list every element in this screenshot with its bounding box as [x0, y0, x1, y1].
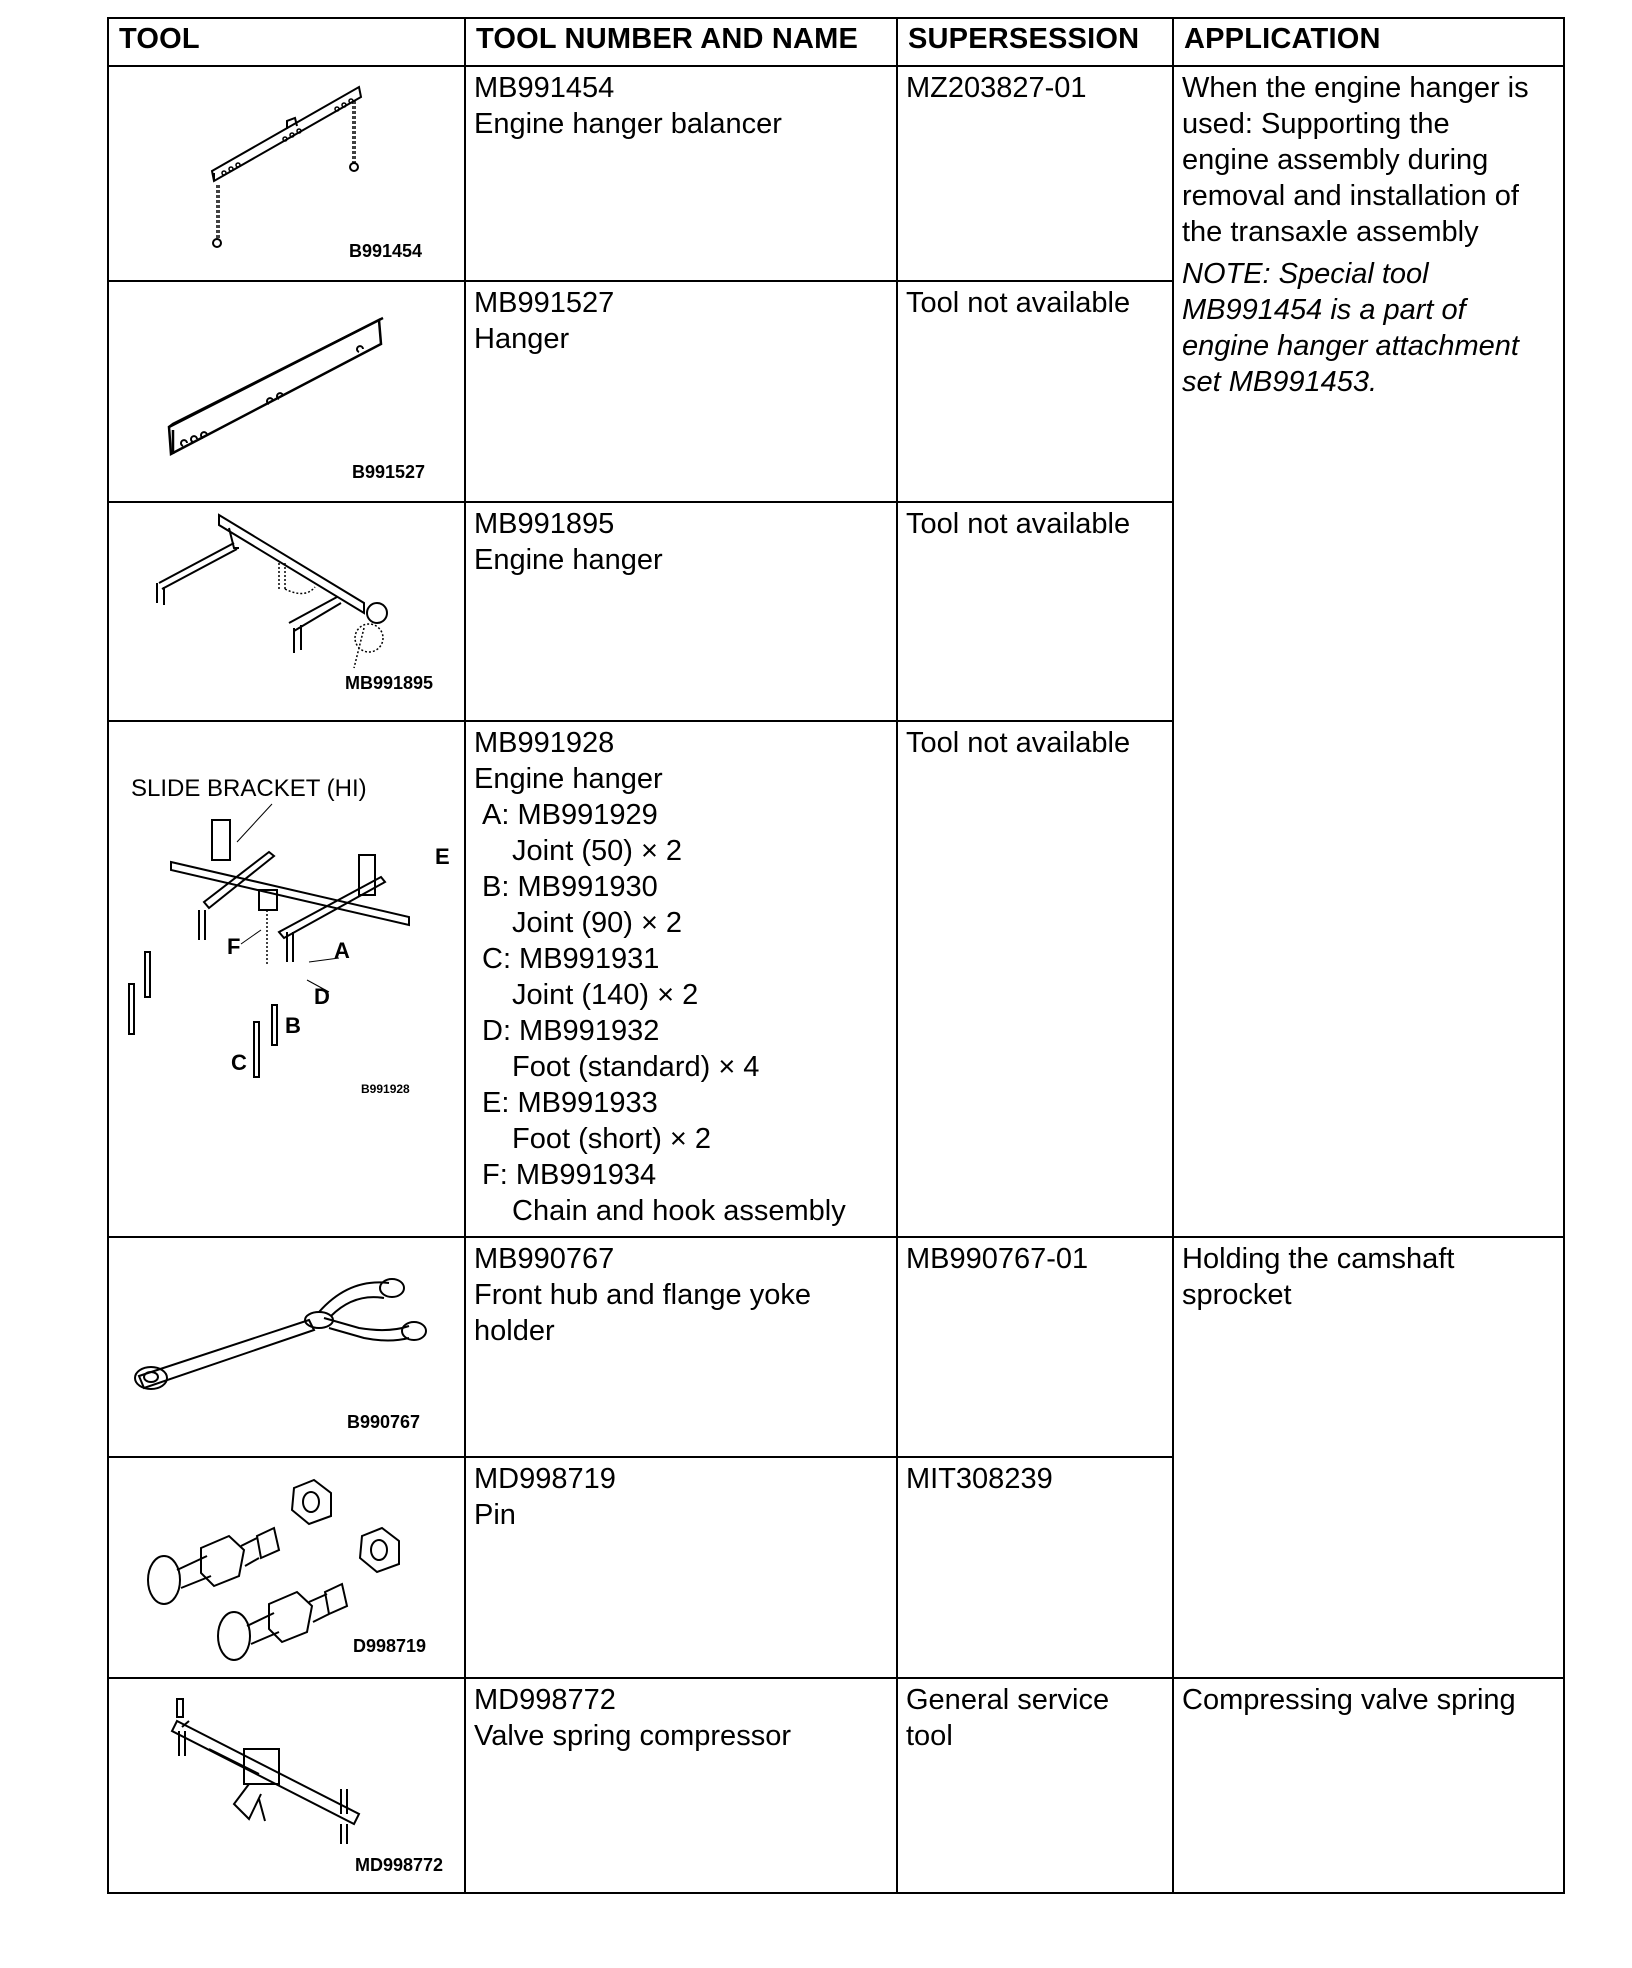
tool-image-cell — [107, 720, 466, 1238]
tool-name: Front hub and flange yoke — [474, 1279, 811, 1311]
supersession-value: Tool not available — [906, 287, 1131, 319]
tool-number: MD998719 — [474, 1463, 616, 1495]
note-text: engine hanger attachment — [1182, 330, 1519, 362]
supersession-value: General service — [906, 1684, 1110, 1716]
component-number-f: F: MB991934 — [482, 1159, 657, 1191]
application-cell — [1172, 1236, 1565, 1679]
tool-name: Pin — [474, 1499, 516, 1531]
tool-number: MB991527 — [474, 287, 615, 319]
label-c: C — [231, 1050, 247, 1075]
tool-number: MB990767 — [474, 1243, 615, 1275]
component-name-c: Joint (140) × 2 — [512, 979, 699, 1011]
label-f: F — [227, 934, 241, 959]
header-supersession: SUPERSESSION — [896, 17, 1174, 67]
header-tool-number-and-name: TOOL NUMBER AND NAME — [464, 17, 898, 67]
label-a: A — [334, 938, 350, 963]
application-text: Compressing valve spring — [1182, 1684, 1516, 1716]
header-application: APPLICATION — [1172, 17, 1565, 67]
tool-image-cell — [107, 280, 466, 503]
engine-hanger-kit-icon — [109, 722, 464, 1236]
supersession-cell — [896, 1677, 1174, 1894]
application-note — [1182, 256, 1563, 400]
tool-name: Engine hanger — [474, 544, 663, 576]
tool-name: Hanger — [474, 323, 570, 355]
tool-image-cell — [107, 1677, 466, 1894]
tool-number-name-cell — [464, 280, 898, 503]
component-name-d: Foot (standard) × 4 — [512, 1051, 760, 1083]
tool-name: Valve spring compressor — [474, 1720, 791, 1752]
supersession-value: Tool not available — [906, 508, 1131, 540]
tool-number: MD998772 — [474, 1684, 616, 1716]
supersession-value: tool — [906, 1720, 953, 1752]
label-b: B — [285, 1013, 301, 1038]
tool-name: Engine hanger balancer — [474, 108, 782, 140]
application-text: When the engine hanger is — [1182, 72, 1529, 104]
tool-image-code: B991527 — [352, 462, 426, 482]
component-name-f: Chain and hook assembly — [512, 1195, 846, 1227]
engine-hanger-kit-icon — [109, 722, 464, 1236]
tool-image-code: D998719 — [353, 1636, 427, 1656]
tool-number-name-cell — [464, 501, 898, 722]
supersession-cell — [896, 1456, 1174, 1679]
tool-image-cell — [107, 1236, 466, 1458]
component-name-e: Foot (short) × 2 — [512, 1123, 712, 1155]
tool-image-code: B990767 — [347, 1412, 421, 1432]
header-tool: TOOL — [107, 17, 466, 67]
tool-image-code: B991454 — [349, 241, 423, 261]
supersession-value: Tool not available — [906, 727, 1131, 759]
slide-bracket-label: SLIDE BRACKET (HI) — [131, 775, 367, 802]
supersession-value: MIT308239 — [906, 1463, 1053, 1495]
tool-number-name-cell — [464, 65, 898, 282]
tool-name: Engine hanger — [474, 763, 663, 795]
application-text: Holding the camshaft — [1182, 1243, 1455, 1275]
application-text: removal and installation of — [1182, 180, 1519, 212]
supersession-cell — [896, 65, 1174, 282]
supersession-value: MB990767-01 — [906, 1243, 1089, 1275]
note-text: NOTE: Special tool — [1182, 258, 1429, 290]
supersession-cell — [896, 501, 1174, 722]
tool-name: holder — [474, 1315, 555, 1347]
tool-image-code: B991928 — [361, 1082, 410, 1096]
component-number-e: E: MB991933 — [482, 1087, 658, 1119]
component-name-b: Joint (90) × 2 — [512, 907, 683, 939]
application-text: the transaxle assembly — [1182, 216, 1479, 248]
application-text: sprocket — [1182, 1279, 1292, 1311]
tool-image-cell — [107, 501, 466, 722]
note-text: set MB991453. — [1182, 366, 1378, 398]
tool-number-name-cell — [464, 720, 898, 1238]
note-text: MB991454 is a part of — [1182, 294, 1466, 326]
tool-image-code: MD998772 — [355, 1855, 444, 1875]
application-cell — [1172, 65, 1565, 1238]
component-number-a: A: MB991929 — [482, 799, 658, 831]
application-text: engine assembly during — [1182, 144, 1489, 176]
application-cell — [1172, 1677, 1565, 1894]
tool-number: MB991895 — [474, 508, 615, 540]
tool-image-cell — [107, 65, 466, 282]
component-number-d: D: MB991932 — [482, 1015, 660, 1047]
tool-number-name-cell — [464, 1456, 898, 1679]
tool-number-name-cell — [464, 1236, 898, 1458]
component-number-b: B: MB991930 — [482, 871, 658, 903]
application-text: used: Supporting the — [1182, 108, 1450, 140]
tool-number-name-cell — [464, 1677, 898, 1894]
tool-number: MB991454 — [474, 72, 615, 104]
label-d: D — [314, 984, 330, 1009]
label-e: E — [435, 844, 450, 869]
tool-number: MB991928 — [474, 727, 615, 759]
supersession-cell — [896, 280, 1174, 503]
tool-image-cell — [107, 1456, 466, 1679]
tool-image-code: MB991895 — [345, 673, 434, 693]
component-name-a: Joint (50) × 2 — [512, 835, 683, 867]
component-number-c: C: MB991931 — [482, 943, 660, 975]
supersession-cell — [896, 720, 1174, 1238]
supersession-cell — [896, 1236, 1174, 1458]
supersession-value: MZ203827-01 — [906, 72, 1087, 104]
